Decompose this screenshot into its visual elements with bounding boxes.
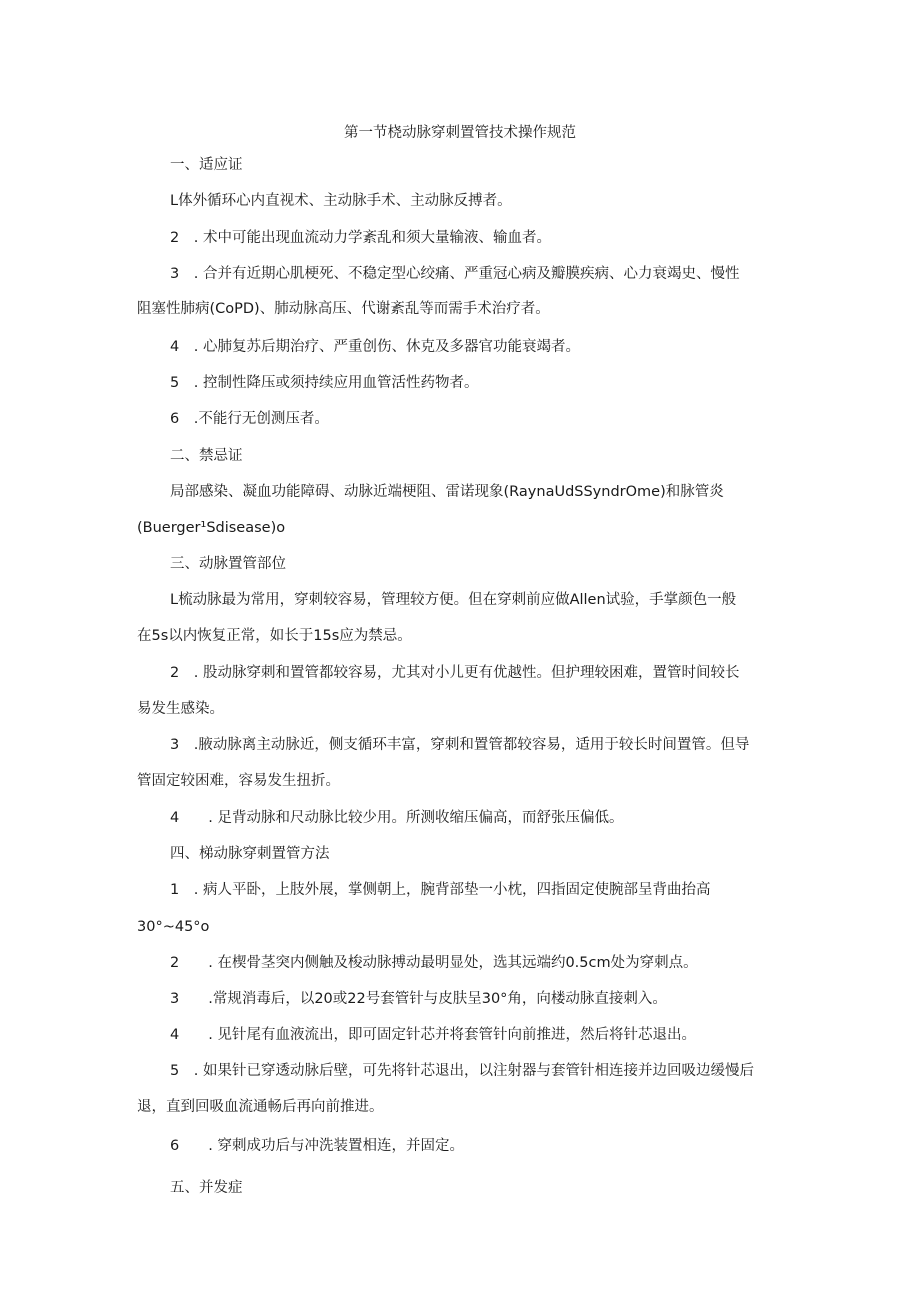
paragraph-line: 管固定较困难，容易发生扭折。 bbox=[137, 773, 340, 789]
paragraph-line: 易发生感染。 bbox=[137, 701, 224, 717]
paragraph-line: 4 . 心肺复苏后期治疗、严重创伤、休克及多器官功能衰竭者。 bbox=[170, 339, 580, 355]
paragraph-line: 6 . 穿刺成功后与冲洗装置相连，并固定。 bbox=[170, 1138, 464, 1154]
paragraph-line: 在5s以内恢复正常，如长于15s应为禁忌。 bbox=[137, 628, 412, 644]
paragraph-line: 局部感染、凝血功能障碍、动脉近端梗阻、雷诺现象(RaynaUdSSyndrOme)和脉管炎 bbox=[170, 484, 724, 500]
section-heading-sites: 三、动脉置管部位 bbox=[170, 556, 286, 572]
paragraph-line: L体外循环心内直视术、主动脉手术、主动脉反搏者。 bbox=[170, 193, 512, 209]
section-heading-indications: 一、适应证 bbox=[170, 157, 243, 173]
paragraph-line: L梳动脉最为常用，穿刺较容易，管理较方便。但在穿刺前应做Allen试验，手掌颜色一般 bbox=[170, 592, 737, 608]
paragraph-line: 4 . 足背动脉和尺动脉比较少用。所测收缩压偏高，而舒张压偏低。 bbox=[170, 810, 624, 826]
page-title: 第一节桡动脉穿刺置管技术操作规范 bbox=[344, 125, 576, 141]
paragraph-line: 2 . 在楔骨茎突内侧触及梭动脉搏动最明显处，选其远端约0.5cm处为穿刺点。 bbox=[170, 955, 698, 971]
paragraph-line: 5 . 如果针已穿透动脉后壁，可先将针芯退出，以注射器与套管针相连接并边回吸边缓慢后 bbox=[170, 1063, 754, 1079]
section-heading-complications: 五、并发症 bbox=[170, 1180, 243, 1196]
paragraph-line: 3 .常规消毒后，以20或22号套管针与皮肤呈30°角，向楼动脉直接刺入。 bbox=[170, 991, 667, 1007]
paragraph-line: 退，直到回吸血流通畅后再向前推进。 bbox=[137, 1099, 384, 1115]
section-heading-contraindications: 二、禁忌证 bbox=[170, 448, 243, 464]
paragraph-line: 3 . 合并有近期心肌梗死、不稳定型心绞痛、严重冠心病及瓣膜疾病、心力衰竭史、慢性 bbox=[170, 266, 740, 282]
paragraph-line: 1 . 病人平卧，上肢外展，掌侧朝上，腕背部垫一小枕，四指固定使腕部呈背曲抬高 bbox=[170, 882, 711, 898]
paragraph-line: 2 . 术中可能出现血流动力学紊乱和须大量输液、输血者。 bbox=[170, 230, 551, 246]
paragraph-line: 4 . 见针尾有血液流出，即可固定针芯并将套管针向前推进，然后将针芯退出。 bbox=[170, 1027, 696, 1043]
paragraph-line: (Buerger¹Sdisease)o bbox=[137, 520, 286, 536]
paragraph-line: 6 .不能行无创测压者。 bbox=[170, 411, 329, 427]
paragraph-line: 2 . 股动脉穿刺和置管都较容易，尤其对小儿更有优越性。但护理较困难，置管时间较长 bbox=[170, 665, 740, 681]
section-heading-method: 四、梯动脉穿刺置管方法 bbox=[170, 846, 330, 862]
paragraph-line: 3 .腋动脉离主动脉近，侧支循环丰富，穿刺和置管都较容易，适用于较长时间置管。但导 bbox=[170, 737, 750, 753]
paragraph-line: 阻塞性肺病(CoPD)、肺动脉高压、代谢紊乱等而需手术治疗者。 bbox=[137, 301, 550, 317]
paragraph-line: 5 . 控制性降压或须持续应用血管活性药物者。 bbox=[170, 375, 479, 391]
paragraph-line: 30°~45°o bbox=[137, 919, 210, 935]
